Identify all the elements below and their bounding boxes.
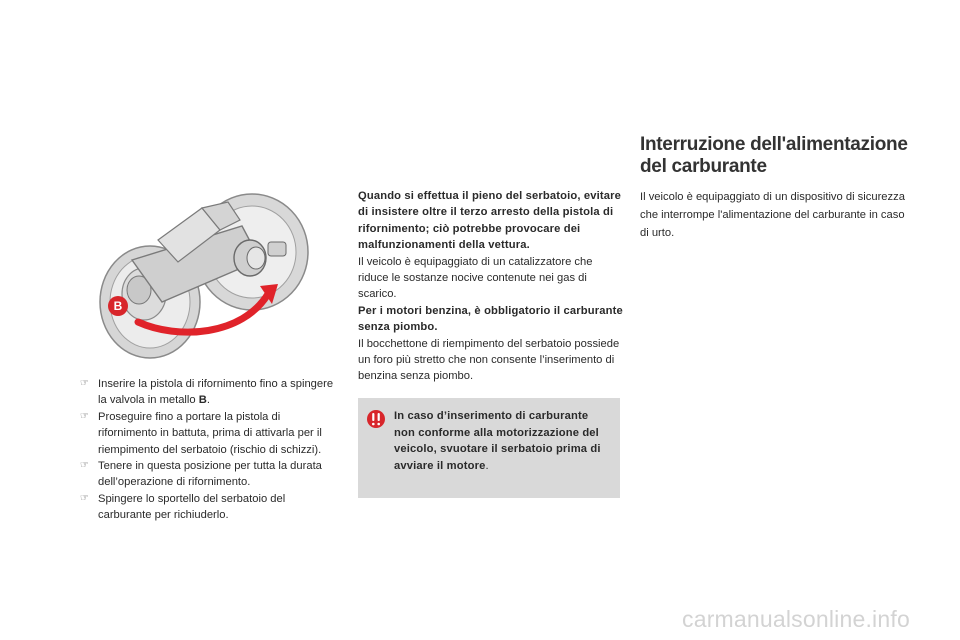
catalyst-text: Il veicolo è equipaggiato di un catalizzatore che riduce le sostanze nocive contenute nei gas di scarico. [358,255,593,301]
instruction-steps [78,376,340,524]
list-item [78,458,340,491]
warning-text [394,408,608,474]
step-text: Spingere lo sportello del serbatoio del carburante per richiuderlo. [98,492,286,522]
section-body: Il veicolo è equipaggiato di un dispositivo di sicurezza che interrompe l'alimentazione del carburante in caso di urto. [640,191,905,239]
arrow-bullet-icon: ☞ [80,460,89,472]
step-text: Proseguire fino a portare la pistola di rifornimento in battuta, prima di attivarla per il riempimento del serbatoio (rischio di schizzi). [98,410,322,456]
exclamation-warning-icon [366,409,386,429]
arrow-bullet-icon: ☞ [80,492,89,504]
step-bold: B [198,394,207,407]
watermark: carmanualsonline.info [682,606,910,632]
callout-label-b: B [113,299,123,313]
list-item [78,376,340,409]
step-text: Inserire la pistola di rifornimento fino a spingere la valvola in metallo [98,378,334,407]
list-item [78,491,340,524]
arrow-bullet-icon: ☞ [80,410,89,422]
step-text: Tenere in questa posizione per tutta la durata dell’operazione di rifornimento. [98,460,322,489]
warning-text-bold: In caso d’inserimento di carburante non conforme alla motorizzazione del veicolo, svuotare il serbatoio prima di avviare il motore [394,410,601,472]
step-after: . [206,394,210,407]
fuel-nozzle-icon [92,190,322,370]
fill-warning-text: Quando si effettua il pieno del serbatoio, evitare di insistere oltre il terzo arresto della pistola di rifornimento; ciò potrebbe provocare dei malfunzionamenti della vettura. [358,190,621,252]
list-item [78,409,340,458]
unleaded-text: Il bocchettone di riempimento del serbatoio possiede un foro più stretto che non consente l’inserimento di benzina senza piombo. [358,337,620,383]
misfuel-warning-box [358,398,620,498]
warning-text-end: . [485,459,489,472]
arrow-bullet-icon: ☞ [80,378,89,389]
fuel-filler-illustration [92,190,322,370]
fuel-notes [358,188,624,385]
section-title: Interruzione dell'alimentazione del carburante [640,134,908,177]
unleaded-heading: Per i motori benzina, è obbligatorio il carburante senza piombo. [358,304,623,334]
